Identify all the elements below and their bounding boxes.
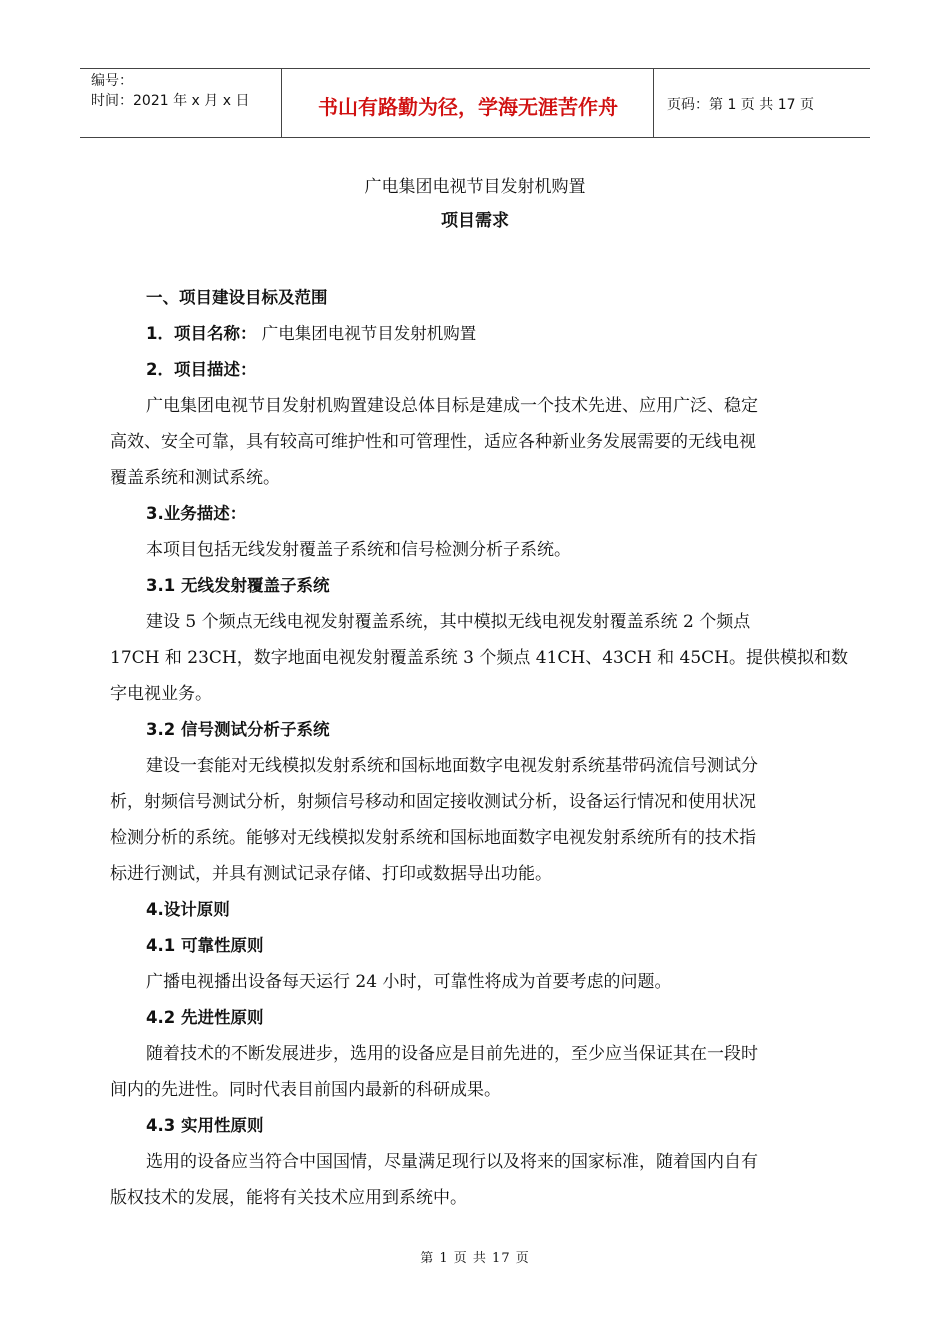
paragraph-line: 随着技术的不断发展进步，选用的设备应是目前先进的，至少应当保证其在一段时 bbox=[146, 1044, 758, 1064]
section-heading-4-1: 4.1 可靠性原则 bbox=[146, 936, 264, 955]
header-table bbox=[80, 68, 870, 138]
project-name-label: 1．项目名称： bbox=[146, 324, 257, 343]
section-heading-4-3: 4.3 实用性原则 bbox=[146, 1116, 264, 1135]
paragraph-line: 析，射频信号测试分析，射频信号移动和固定接收测试分析，设备运行情况和使用状况 bbox=[110, 792, 756, 812]
project-desc-label: 2．项目描述： bbox=[146, 360, 257, 379]
section-heading-3-2: 3.2 信号测试分析子系统 bbox=[146, 720, 330, 739]
paragraph-line: 间内的先进性。同时代表目前国内最新的科研成果。 bbox=[110, 1080, 501, 1100]
paragraph-line: 字电视业务。 bbox=[110, 684, 212, 704]
time-label: 时间：2021 年 x 月 x 日 bbox=[91, 93, 250, 109]
page-info: 页码：第 1 页 共 17 页 bbox=[667, 97, 814, 113]
section-heading-3-1: 3.1 无线发射覆盖子系统 bbox=[146, 576, 330, 595]
paragraph-line: 广电集团电视节目发射机购置建设总体目标是建成一个技术先进、应用广泛、稳定 bbox=[146, 396, 758, 416]
paragraph-line: 标进行测试，并具有测试记录存储、打印或数据导出功能。 bbox=[110, 864, 552, 884]
paragraph-line: 版权技术的发展，能将有关技术应用到系统中。 bbox=[110, 1188, 467, 1208]
serial-label: 编号： bbox=[91, 73, 133, 89]
page-footer: 第 1 页 共 17 页 bbox=[420, 1251, 530, 1266]
section-heading-1: 一、项目建设目标及范围 bbox=[146, 288, 328, 307]
header-meta-cell bbox=[80, 69, 282, 137]
paragraph-line: 选用的设备应当符合中国国情，尽量满足现行以及将来的国家标准，随着国内自有 bbox=[146, 1152, 758, 1172]
motto-text: 书山有路勤为径，学海无涯苦作舟 bbox=[318, 95, 618, 119]
header-page-cell bbox=[655, 69, 870, 137]
business-desc-label: 3.业务描述： bbox=[146, 504, 247, 523]
project-name-line bbox=[110, 316, 840, 352]
paragraph-line: 广播电视播出设备每天运行 24 小时，可靠性将成为首要考虑的问题。 bbox=[146, 972, 672, 992]
paragraph-line: 建设 5 个频点无线电视发射覆盖系统，其中模拟无线电视发射覆盖系统 2 个频点 bbox=[146, 612, 751, 632]
doc-title: 广电集团电视节目发射机购置 bbox=[364, 177, 586, 197]
paragraph-line: 检测分析的系统。能够对无线模拟发射系统和国标地面数字电视发射系统所有的技术指 bbox=[110, 828, 756, 848]
paragraph-line: 17CH 和 23CH，数字地面电视发射覆盖系统 3 个频点 41CH、43CH 和 45CH。提供模拟和数 bbox=[110, 648, 848, 668]
paragraph-line: 本项目包括无线发射覆盖子系统和信号检测分析子系统。 bbox=[146, 540, 571, 560]
paragraph-line: 建设一套能对无线模拟发射系统和国标地面数字电视发射系统基带码流信号测试分 bbox=[146, 756, 758, 776]
paragraph-line: 覆盖系统和测试系统。 bbox=[110, 468, 280, 488]
project-name-value: 广电集团电视节目发射机购置 bbox=[256, 324, 477, 343]
header-motto-cell bbox=[283, 69, 654, 137]
document-body bbox=[110, 280, 848, 1216]
section-heading-4: 4.设计原则 bbox=[146, 900, 230, 919]
section-heading-4-2: 4.2 先进性原则 bbox=[146, 1008, 264, 1027]
doc-subtitle: 项目需求 bbox=[441, 211, 509, 231]
paragraph-line: 高效、安全可靠，具有较高可维护性和可管理性，适应各种新业务发展需要的无线电视 bbox=[110, 432, 756, 452]
